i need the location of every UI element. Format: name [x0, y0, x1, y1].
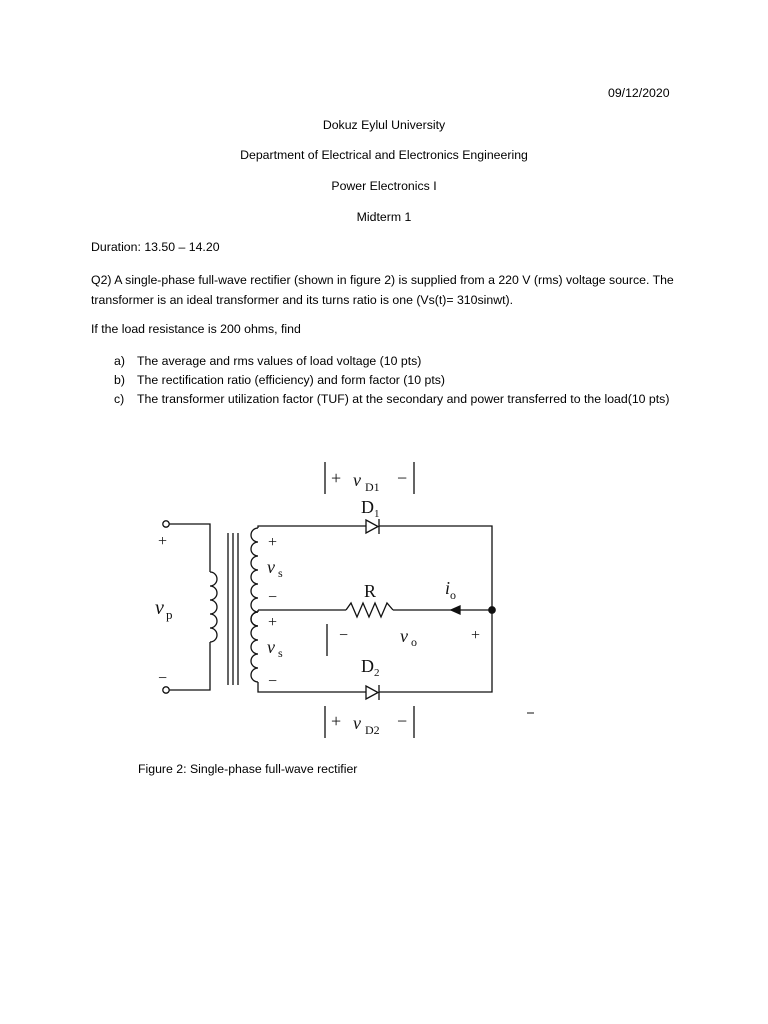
vp-subscript: p — [166, 607, 173, 622]
vo-label: v — [400, 626, 408, 646]
vd2-plus: + — [331, 711, 342, 731]
vo-plus: + — [471, 627, 481, 644]
vo-minus: − — [339, 627, 349, 644]
item-marker: a) — [114, 354, 125, 368]
vd2-minus: − — [397, 711, 408, 731]
course-name: Power Electronics I — [331, 179, 437, 193]
diode-d1 — [366, 520, 378, 533]
exam-duration: Duration: 13.50 – 14.20 — [91, 240, 220, 254]
load-condition: If the load resistance is 200 ohms, find — [91, 322, 301, 336]
primary-winding — [210, 572, 217, 642]
primary-terminal-bottom — [163, 687, 169, 693]
d2-label: D — [361, 656, 374, 676]
exam-name: Midterm 1 — [356, 210, 412, 224]
university-name: Dokuz Eylul University — [322, 118, 446, 132]
vs-bot-label: v — [267, 637, 275, 657]
vd2-subscript: D2 — [365, 723, 380, 737]
io-subscript: o — [450, 588, 456, 602]
vd1-label: v — [353, 470, 361, 490]
vo-subscript: o — [411, 635, 417, 649]
vs-top-label: v — [267, 557, 275, 577]
r-label: R — [364, 581, 377, 601]
d1-label: D — [361, 497, 374, 517]
exam-date: 09/12/2020 — [608, 86, 670, 100]
vd2-label: v — [353, 713, 361, 733]
d1-subscript: 1 — [374, 508, 380, 520]
load-resistor — [346, 603, 393, 617]
vs-bot-subscript: s — [278, 646, 283, 660]
primary-minus: − — [158, 670, 168, 687]
io-label: i — [445, 578, 451, 598]
vs-top-subscript: s — [278, 566, 283, 580]
vs-bot-minus: − — [268, 673, 278, 690]
question-text: Q2) A single-phase full-wave rectifier (shown in figure 2) is supplied from a 220 V (rms) voltage source. The transformer is an ideal transformer and its turns ratio is one (Vs(t)= 310sinwt). — [91, 273, 674, 307]
figure-caption: Figure 2: Single-phase full-wave rectifier — [138, 762, 358, 776]
item-marker: b) — [114, 373, 125, 387]
item-marker: c) — [114, 392, 125, 406]
secondary-winding-top — [251, 528, 258, 626]
vs-top-plus: + — [268, 534, 278, 551]
vs-top-minus: − — [268, 589, 278, 606]
vd1-plus: + — [331, 468, 342, 488]
vd1-subscript: D1 — [365, 480, 380, 494]
vs-bot-plus: + — [268, 614, 278, 631]
vp-label: v — [155, 597, 164, 619]
secondary-winding-bottom — [251, 612, 258, 682]
current-arrow — [451, 606, 460, 614]
department-name: Department of Electrical and Electronics Engineering — [240, 148, 528, 162]
item-text: The transformer utilization factor (TUF) at the secondary and power transferred to the load(10 pts) — [137, 392, 670, 406]
item-text: The average and rms values of load voltage (10 pts) — [137, 354, 422, 368]
d2-subscript: 2 — [374, 667, 380, 679]
vd1-minus: − — [397, 468, 408, 488]
primary-plus: + — [158, 533, 168, 550]
primary-terminal-top — [163, 521, 169, 527]
item-text: The rectification ratio (efficiency) and form factor (10 pts) — [137, 373, 445, 387]
diode-d2 — [366, 686, 378, 699]
